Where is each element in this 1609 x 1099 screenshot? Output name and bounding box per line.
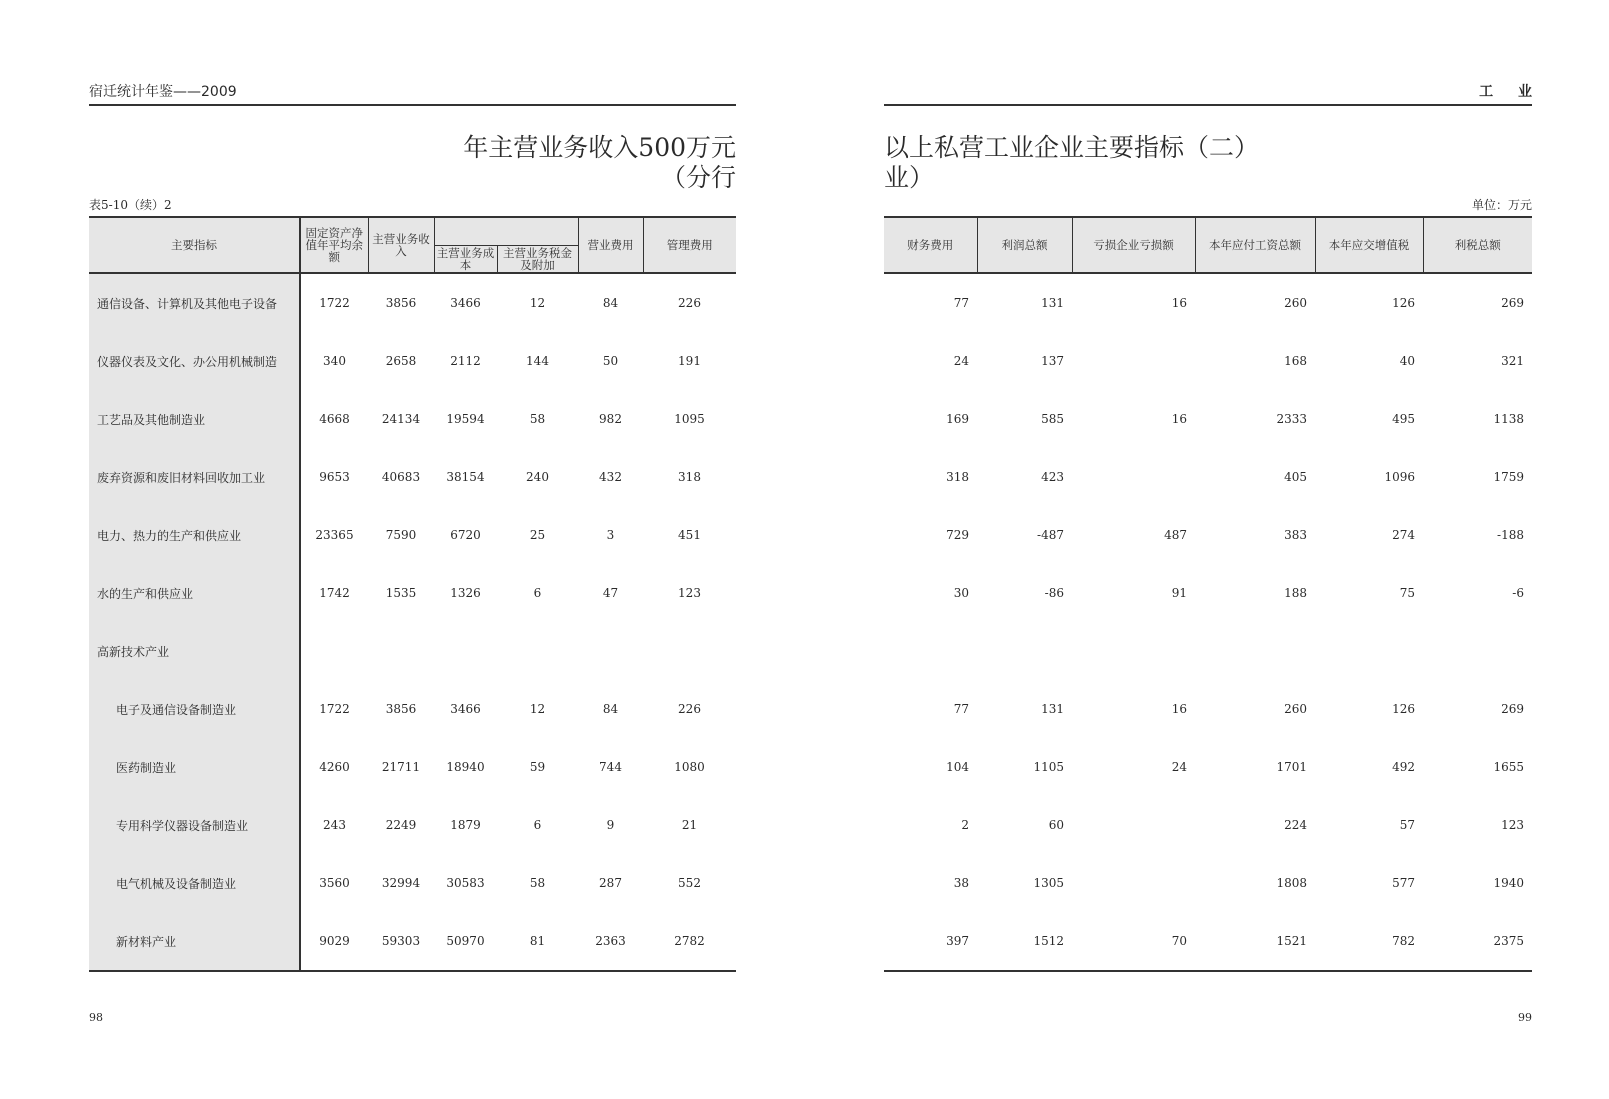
table-cell: -188 — [1497, 528, 1524, 542]
table-cell: 2782 — [643, 912, 736, 971]
table-cell: -6 — [1512, 586, 1524, 600]
table-row — [89, 912, 736, 971]
table-cell: 40683 — [381, 470, 421, 484]
unit-label: 单位：万元 — [1471, 198, 1532, 212]
table-cell: 1326 — [450, 586, 481, 600]
table-row — [89, 506, 736, 564]
table-cell: 137 — [1041, 354, 1064, 368]
table-cell: 318 — [678, 470, 701, 484]
table-cell: 383 — [1284, 528, 1307, 542]
table-cell — [1072, 448, 1195, 506]
running-head — [884, 84, 1542, 106]
table-cell: 191 — [678, 354, 701, 368]
table-cell: 84 — [602, 296, 619, 310]
header-finance: 财务费用 — [884, 217, 977, 273]
table-cell: 9 — [606, 818, 615, 832]
table-cell: 226 — [678, 702, 701, 716]
table-cell: 77 — [953, 296, 969, 310]
table-cell: 1759 — [1493, 470, 1524, 484]
table-row — [89, 796, 736, 854]
table-cell: 423 — [1041, 470, 1064, 484]
table-cell: 126 — [1392, 296, 1415, 310]
table-cell: 24 — [953, 354, 969, 368]
table-cell: 224 — [1284, 818, 1307, 832]
table-cell: 19594 — [446, 412, 485, 426]
table-cell: 226 — [678, 296, 701, 310]
table-cell: 47 — [602, 586, 619, 600]
table-cell: 1512 — [977, 912, 1072, 971]
table-cell: 269 — [1501, 702, 1524, 716]
table-title-right — [884, 133, 1259, 193]
table-cell: 58 — [529, 876, 546, 890]
table-cell: 1535 — [385, 586, 417, 600]
header-group — [434, 217, 578, 245]
row-label: 电气机械及设备制造业 — [89, 854, 300, 912]
table-cell: 982 — [599, 412, 622, 426]
table-cell: 1722 — [319, 702, 350, 716]
table-cell: 9029 — [300, 912, 368, 971]
table-cell: 24 — [1171, 760, 1187, 774]
header-admin: 管理费用 — [643, 217, 736, 273]
table-cell: 552 — [678, 876, 701, 890]
table-cell: 24134 — [381, 412, 421, 426]
table-cell: 7590 — [385, 528, 417, 542]
table-cell: 1879 — [450, 818, 481, 832]
table-cell: 2375 — [1423, 912, 1532, 971]
table-cell — [1072, 854, 1195, 912]
table-cell — [497, 622, 578, 680]
table-title-left — [463, 133, 736, 193]
table-cell: 1722 — [319, 296, 350, 310]
row-label: 专用科学仪器设备制造业 — [89, 796, 300, 854]
header-profit-tax: 利税总额 — [1423, 217, 1532, 273]
table-cell: 81 — [497, 912, 578, 971]
table-row — [884, 506, 1532, 564]
header-revenue: 主营业务收入 — [368, 217, 434, 273]
table-cell: 1940 — [1493, 876, 1524, 890]
table-cell: 274 — [1392, 528, 1415, 542]
table-cell: 1138 — [1493, 412, 1524, 426]
table-cell — [1195, 622, 1315, 680]
table-row — [884, 448, 1532, 506]
table-cell: 3466 — [450, 702, 481, 716]
table-cell: 188 — [1284, 586, 1307, 600]
table-cell: 3466 — [450, 296, 481, 310]
table-cell: 260 — [1284, 296, 1307, 310]
table-cell: 495 — [1392, 412, 1415, 426]
table-cell: 1808 — [1276, 876, 1307, 890]
table-cell: 30583 — [446, 876, 485, 890]
table-cell: 59 — [529, 760, 546, 774]
table-row — [884, 564, 1532, 622]
header-profit: 利润总额 — [977, 217, 1072, 273]
table-cell: 405 — [1284, 470, 1307, 484]
table-cell: 1096 — [1384, 470, 1415, 484]
table-cell — [300, 622, 368, 680]
table-cell: 744 — [599, 760, 622, 774]
table-cell: 84 — [602, 702, 619, 716]
header-selling: 营业费用 — [578, 217, 643, 273]
table-cell — [578, 622, 643, 680]
row-label: 通信设备、计算机及其他电子设备 — [89, 273, 300, 332]
table-cell — [1315, 622, 1423, 680]
table-row — [884, 680, 1532, 738]
table-row — [884, 912, 1532, 971]
table-cell: 2333 — [1276, 412, 1307, 426]
table-row — [89, 854, 736, 912]
table-row — [89, 680, 736, 738]
table-row — [884, 622, 1532, 680]
table-cell: 40 — [1399, 354, 1415, 368]
table-cell: 240 — [526, 470, 549, 484]
table-row — [89, 622, 736, 680]
table-cell: 59303 — [368, 912, 434, 971]
table-cell: 2363 — [578, 912, 643, 971]
yearbook-title: 宿迁统计年鉴——2009 — [89, 84, 237, 100]
table-cell: 1742 — [319, 586, 350, 600]
table-row — [884, 854, 1532, 912]
header-loss: 亏损企业亏损额 — [1072, 217, 1195, 273]
table-row — [89, 564, 736, 622]
table-cell: 269 — [1501, 296, 1524, 310]
row-label: 废弃资源和废旧材料回收加工业 — [89, 448, 300, 506]
table-cell: 451 — [678, 528, 701, 542]
table-cell: 318 — [946, 470, 969, 484]
table-cell: 75 — [1399, 586, 1415, 600]
table-cell — [368, 622, 434, 680]
row-label: 新材料产业 — [89, 912, 300, 971]
table-cell: 585 — [1041, 412, 1064, 426]
data-table-left — [89, 216, 736, 972]
table-cell: 123 — [1501, 818, 1524, 832]
table-row — [89, 448, 736, 506]
table-cell: -86 — [1044, 586, 1064, 600]
row-label: 电力、热力的生产和供应业 — [89, 506, 300, 564]
table-cell: 1105 — [1033, 760, 1064, 774]
table-cell: 168 — [1284, 354, 1307, 368]
table-cell: 287 — [599, 876, 622, 890]
table-cell: 12 — [529, 702, 546, 716]
table-cell: 16 — [1171, 296, 1187, 310]
table-cell — [1072, 796, 1195, 854]
table-cell: 2658 — [385, 354, 417, 368]
table-cell: 38154 — [446, 470, 485, 484]
table-cell: 9653 — [319, 470, 350, 484]
header-vat: 本年应交增值税 — [1315, 217, 1423, 273]
table-cell — [1072, 332, 1195, 390]
table-cell: 77 — [953, 702, 969, 716]
table-row — [884, 332, 1532, 390]
page-number: 98 — [89, 1011, 103, 1024]
table-cell: 123 — [678, 586, 701, 600]
table-row — [89, 390, 736, 448]
table-cell — [884, 622, 977, 680]
row-label: 高新技术产业 — [89, 622, 300, 680]
table-cell: 18940 — [446, 760, 485, 774]
table-cell: 1305 — [1033, 876, 1064, 890]
table-cell: 2112 — [450, 354, 481, 368]
table-cell: 1701 — [1276, 760, 1307, 774]
table-cell: 144 — [526, 354, 549, 368]
title-line-1: 以上私营工业企业主要指标（二） — [884, 133, 1260, 162]
row-label: 水的生产和供应业 — [89, 564, 300, 622]
table-label: 表5-10（续）2 — [89, 198, 172, 212]
header-cost: 主营业务成本 — [434, 245, 497, 273]
table-cell — [643, 622, 736, 680]
table-cell: 1521 — [1195, 912, 1315, 971]
table-cell: 91 — [1171, 586, 1187, 600]
table-cell: 321 — [1501, 354, 1524, 368]
table-cell: 16 — [1171, 412, 1187, 426]
row-label: 电子及通信设备制造业 — [89, 680, 300, 738]
table-cell: 1095 — [674, 412, 705, 426]
table-cell: 432 — [599, 470, 622, 484]
table-cell: 487 — [1164, 528, 1187, 542]
table-cell: 2 — [961, 818, 969, 832]
table-cell: 3560 — [319, 876, 350, 890]
title-line-2: （分行 — [660, 163, 736, 192]
table-cell — [434, 622, 497, 680]
page-number: 99 — [1518, 1011, 1532, 1024]
table-cell: 12 — [529, 296, 546, 310]
table-cell: 729 — [946, 528, 969, 542]
table-cell — [977, 622, 1072, 680]
table-cell: 58 — [529, 412, 546, 426]
table-cell: 30 — [953, 586, 969, 600]
table-cell: 60 — [1048, 818, 1064, 832]
table-cell: 38 — [953, 876, 969, 890]
table-cell: 4260 — [319, 760, 350, 774]
table-cell: 492 — [1392, 760, 1415, 774]
header-fixed-assets: 固定资产净值年平均余额 — [300, 217, 368, 273]
table-cell: 126 — [1392, 702, 1415, 716]
table-cell: 131 — [1041, 702, 1064, 716]
table-cell: 169 — [946, 412, 969, 426]
table-cell: 577 — [1392, 876, 1415, 890]
table-cell: 6 — [533, 818, 542, 832]
header-wages: 本年应付工资总额 — [1195, 217, 1315, 273]
table-row — [884, 738, 1532, 796]
table-cell: 260 — [1284, 702, 1307, 716]
table-row — [884, 796, 1532, 854]
table-cell: 2249 — [385, 818, 417, 832]
table-cell: 50970 — [434, 912, 497, 971]
right-page — [884, 0, 1542, 1099]
row-label: 医药制造业 — [89, 738, 300, 796]
table-cell: 4668 — [319, 412, 350, 426]
table-cell: 6720 — [450, 528, 481, 542]
table-row — [89, 332, 736, 390]
table-cell: 23365 — [315, 528, 354, 542]
table-row — [89, 273, 736, 332]
title-line-2: 业） — [884, 163, 935, 192]
table-cell — [1072, 622, 1195, 680]
table-cell — [1423, 622, 1532, 680]
row-label: 仪器仪表及文化、办公用机械制造 — [89, 332, 300, 390]
table-cell: 32994 — [381, 876, 421, 890]
table-cell: 3856 — [385, 296, 417, 310]
table-cell: 104 — [946, 760, 969, 774]
table-cell: 782 — [1315, 912, 1423, 971]
table-cell: 21 — [681, 818, 698, 832]
table-row — [89, 738, 736, 796]
table-cell: 70 — [1072, 912, 1195, 971]
table-cell: 16 — [1171, 702, 1187, 716]
table-row — [884, 390, 1532, 448]
left-page — [89, 0, 736, 1099]
header-indicator: 主要指标 — [89, 217, 300, 273]
header-tax: 主营业务税金及附加 — [497, 245, 578, 273]
table-cell: 397 — [884, 912, 977, 971]
table-cell: 21711 — [381, 760, 421, 774]
row-label: 工艺品及其他制造业 — [89, 390, 300, 448]
table-cell: 6 — [533, 586, 542, 600]
data-table-right — [884, 216, 1532, 972]
table-cell: -487 — [1037, 528, 1064, 542]
table-cell: 3 — [606, 528, 615, 542]
table-cell: 243 — [323, 818, 346, 832]
table-cell: 25 — [529, 528, 546, 542]
table-cell: 50 — [602, 354, 619, 368]
table-cell: 1080 — [674, 760, 705, 774]
section-title: 工 业 — [1479, 84, 1542, 100]
table-cell: 340 — [323, 354, 346, 368]
table-cell: 131 — [1041, 296, 1064, 310]
table-cell: 57 — [1399, 818, 1415, 832]
title-line-1: 年主营业务收入500万元 — [463, 133, 736, 162]
table-cell: 3856 — [385, 702, 417, 716]
running-head — [89, 84, 736, 106]
table-cell: 1655 — [1493, 760, 1524, 774]
table-row — [884, 273, 1532, 332]
